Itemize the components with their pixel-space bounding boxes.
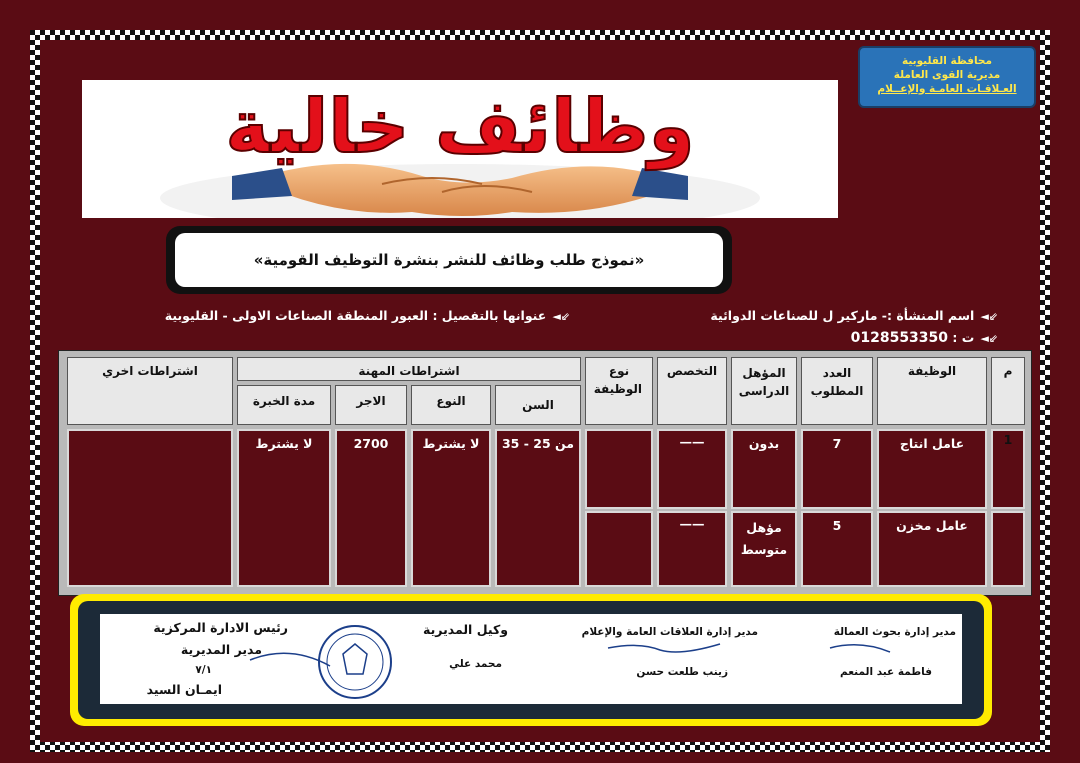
vacancies-table <box>58 350 1032 596</box>
sig1-title: مدير إدارة بحوث العمالة <box>833 626 956 638</box>
row1-salary: 2700 <box>353 436 389 451</box>
banner-title: وظائف خالية <box>225 84 695 170</box>
sig3-title: وكيل المديرية <box>423 622 508 637</box>
row1-qualification: بدون <box>748 436 780 451</box>
arrow-icon: ⇙◄ <box>552 310 570 323</box>
header-age: السن <box>495 385 581 425</box>
sig4-title: رئيس الادارة المركزية <box>153 620 288 635</box>
row1-experience: لا يشترط <box>255 436 313 451</box>
header-salary: الاجر <box>335 385 407 425</box>
row1-job: عامل انتاج <box>899 436 965 451</box>
header-num: م <box>991 357 1025 425</box>
header-profession-conditions: اشتراطات المهنة <box>237 357 581 381</box>
header-gender: النوع <box>411 385 491 425</box>
row2-num-cell <box>991 511 1025 587</box>
header-job-type: نوع الوظيفة <box>585 357 653 425</box>
sig1-name: فاطمة عبد المنعم <box>840 666 932 678</box>
phone-label: ت : <box>952 330 975 345</box>
address-line <box>165 308 570 323</box>
row2-qualification: مؤهل متوسط <box>740 520 788 557</box>
row2-specialty: —— <box>679 516 705 531</box>
establishment-name: اسم المنشأة :- ماركير ل للصناعات الدوائية <box>710 308 975 323</box>
sig4-date: ٧/١ <box>195 664 212 676</box>
sig4-name: ايمـان السيد <box>146 682 222 697</box>
row2-job: عامل مخزن <box>896 518 968 533</box>
row2-count: 5 <box>832 518 842 533</box>
row1-count: 7 <box>832 436 842 451</box>
establishment-line <box>710 308 998 323</box>
header-experience: مدة الخبرة <box>237 385 331 425</box>
header-qualification: المؤهل الدراسى <box>731 357 797 425</box>
vacancies-banner <box>82 80 838 218</box>
phone-line <box>851 330 998 346</box>
authority-line2: مديرية القوى العاملة <box>893 69 1001 81</box>
address: عنوانها بالتفصيل : العبور المنطقة الصناعات الاولى - القليوبية <box>164 308 547 323</box>
authority-line3: العـلاقـات العامـة والإعــلام <box>877 83 1017 95</box>
header-count: العدد المطلوب <box>801 357 873 425</box>
header-specialty: التخصص <box>657 357 727 425</box>
arrow-icon: ⇙◄ <box>980 332 998 345</box>
arrow-icon: ⇙◄ <box>980 310 998 323</box>
sig2-name: زينب طلعت حسن <box>636 666 728 678</box>
header-other-conditions: اشتراطات اخري <box>67 357 233 425</box>
row1-gender: لا يشترط <box>422 436 480 451</box>
authority-line1: محافظة القليوبية <box>902 55 992 67</box>
header-job: الوظيفة <box>877 357 987 425</box>
sig2-title: مدير إدارة العلاقات العامة والإعلام <box>581 626 758 638</box>
phone-value: 0128553350 <box>850 330 949 346</box>
row1-num: 1 <box>1003 432 1013 447</box>
sig4-title2: مدير المديرية <box>180 642 262 657</box>
row1-specialty: —— <box>679 434 705 449</box>
row1-age: من 25 - 35 <box>501 436 575 451</box>
signature-sheet <box>100 614 962 704</box>
authority-badge <box>858 46 1036 108</box>
sig3-name: محمد علي <box>449 658 502 670</box>
form-title: «نموذج طلب وظائف للنشر بنشرة التوظيف القومية» <box>175 233 723 287</box>
